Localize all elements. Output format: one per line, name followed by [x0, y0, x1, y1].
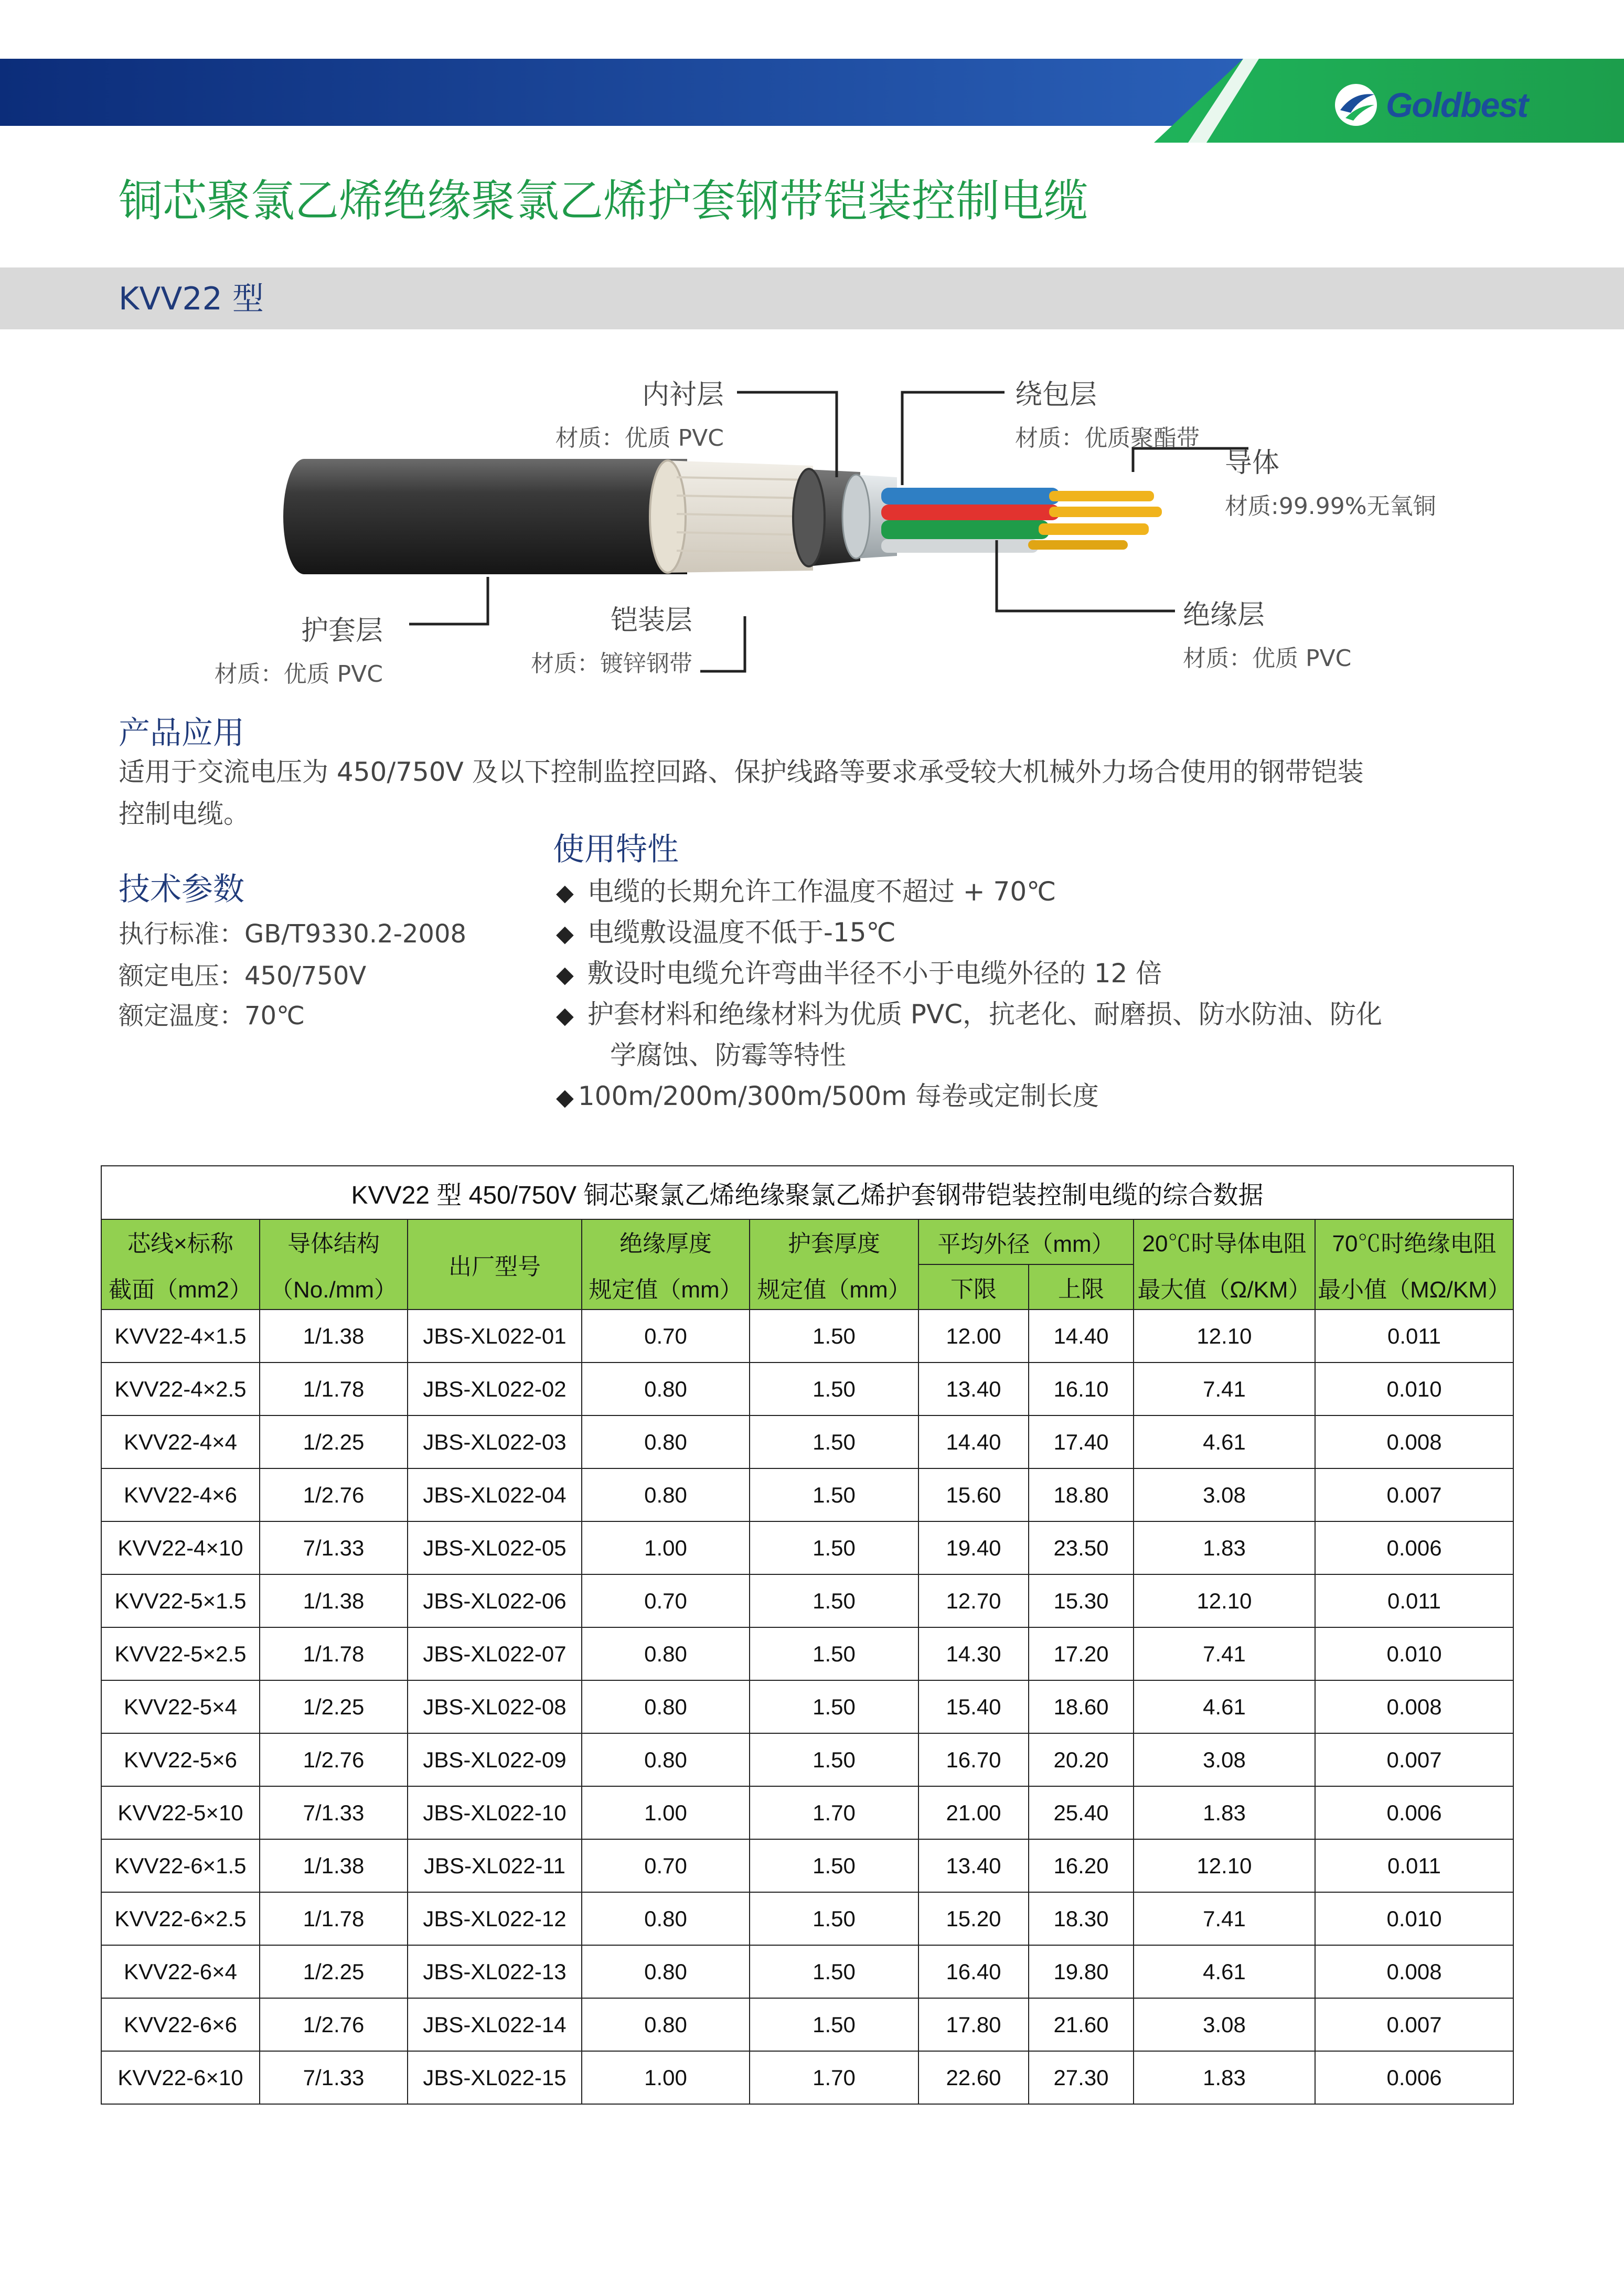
table-row [101, 1627, 1513, 1680]
table-cell: 0.011 [1315, 1839, 1513, 1892]
table-cell: 15.40 [918, 1680, 1029, 1733]
table-cell: 1/1.38 [260, 1310, 408, 1362]
core-red [881, 505, 1060, 520]
table-cell: 1.00 [582, 1786, 750, 1839]
table-cell: KVV22-6×2.5 [101, 1892, 260, 1945]
table-caption: KVV22 型 450/750V 铜芯聚氯乙烯绝缘聚氯乙烯护套钢带铠装控制电缆的综合数据 [101, 1166, 1513, 1219]
table-cell: 0.70 [582, 1839, 750, 1892]
table-cell: 1.50 [750, 1521, 918, 1574]
header-insulation-resistance: 70℃时绝缘电阻 最小值（MΩ/KM） [1315, 1219, 1513, 1310]
table-cell: 0.80 [582, 1415, 750, 1468]
table-cell: JBS-XL022-05 [408, 1521, 582, 1574]
table-cell: 7.41 [1134, 1362, 1315, 1415]
table-cell: JBS-XL022-07 [408, 1627, 582, 1680]
table-cell: 1/1.38 [260, 1839, 408, 1892]
header-sheath: 护套厚度 规定值（mm） [750, 1219, 918, 1310]
table-cell: JBS-XL022-04 [408, 1468, 582, 1521]
table-cell: 1/2.25 [260, 1415, 408, 1468]
model-label: KVV22 型 [119, 281, 264, 317]
param-standard: 执行标准：GB/T9330.2-2008 [119, 919, 467, 949]
table-row [101, 1839, 1513, 1892]
core-green [881, 520, 1049, 539]
table-cell: 0.80 [582, 1892, 750, 1945]
table-cell: 21.60 [1029, 1998, 1134, 2051]
insulation-material: 材质：优质 PVC [1183, 645, 1352, 672]
table-cell: 1.83 [1134, 1786, 1315, 1839]
table-cell: KVV22-6×4 [101, 1945, 260, 1998]
table-cell: 23.50 [1029, 1521, 1134, 1574]
table-cell: 1.50 [750, 1362, 918, 1415]
table-cell: 3.08 [1134, 1468, 1315, 1521]
table-cell: JBS-XL022-11 [408, 1839, 582, 1892]
table-cell: KVV22-4×1.5 [101, 1310, 260, 1362]
table-cell: 19.40 [918, 1521, 1029, 1574]
callout-armor [462, 598, 692, 678]
table-cell: 0.006 [1315, 1521, 1513, 1574]
table-cell: 0.008 [1315, 1415, 1513, 1468]
table-cell: 0.006 [1315, 2051, 1513, 2104]
table-cell: 0.80 [582, 1627, 750, 1680]
table-cell: 1.50 [750, 1415, 918, 1468]
diamond-bullet-icon: ◆ [556, 920, 574, 947]
table-row [101, 2051, 1513, 2104]
table-cell: 12.10 [1134, 1839, 1315, 1892]
table-cell: 0.010 [1315, 1892, 1513, 1945]
table-row [101, 1945, 1513, 1998]
table-cell: 7.41 [1134, 1892, 1315, 1945]
table-cell: 0.80 [582, 1362, 750, 1415]
logo-text: Goldbest [1386, 85, 1528, 124]
core-white [881, 539, 1039, 553]
table-cell: 14.40 [1029, 1310, 1134, 1362]
table-cell: 0.70 [582, 1310, 750, 1362]
header-insulation: 绝缘厚度 规定值（mm） [582, 1219, 750, 1310]
feature-item: ◆ 护套材料和绝缘材料为优质 PVC，抗老化、耐磨损、防水防油、防化 [556, 999, 1383, 1029]
header-od-lower: 下限 [918, 1264, 1029, 1310]
table-cell: 0.80 [582, 1733, 750, 1786]
table-row [101, 1733, 1513, 1786]
sheath-material: 材质：优质 PVC [214, 661, 383, 688]
table-row [101, 1786, 1513, 1839]
diamond-bullet-icon: ◆ [556, 961, 574, 988]
table-cell: JBS-XL022-10 [408, 1786, 582, 1839]
table-cell: 0.80 [582, 1998, 750, 2051]
header-od-upper: 上限 [1029, 1264, 1134, 1310]
table-cell: 12.00 [918, 1310, 1029, 1362]
table-cell: 0.011 [1315, 1574, 1513, 1627]
conductor-name: 导体 [1225, 447, 1280, 479]
core-blue [881, 488, 1060, 505]
table-cell: 16.10 [1029, 1362, 1134, 1415]
table-cell: KVV22-5×1.5 [101, 1574, 260, 1627]
application-text [119, 751, 1535, 835]
header-resistance: 20℃时导体电阻 最大值（Ω/KM） [1134, 1219, 1315, 1310]
table-cell: 1.50 [750, 1468, 918, 1521]
callout-insulation [1183, 593, 1351, 673]
table-cell: 1/1.38 [260, 1574, 408, 1627]
table-cell: JBS-XL022-02 [408, 1362, 582, 1415]
sheath-name: 护套层 [301, 615, 383, 647]
table-cell: 1.50 [750, 1733, 918, 1786]
header-outer-diameter: 平均外径（mm） [918, 1219, 1134, 1264]
table-cell: 15.60 [918, 1468, 1029, 1521]
table-cell: 16.70 [918, 1733, 1029, 1786]
logo-icon [1332, 81, 1380, 128]
table-cell: 22.60 [918, 2051, 1029, 2104]
table-cell: KVV22-6×10 [101, 2051, 260, 2104]
table-cell: 1.70 [750, 1786, 918, 1839]
application-text-line2: 控制电缆。 [119, 799, 250, 829]
table-cell: 12.10 [1134, 1310, 1315, 1362]
table-cell: KVV22-4×4 [101, 1415, 260, 1468]
table-cell: 4.61 [1134, 1945, 1315, 1998]
table-cell: 7/1.33 [260, 1786, 408, 1839]
diamond-bullet-icon: ◆ [556, 1002, 574, 1029]
table-cell: 1/1.78 [260, 1892, 408, 1945]
table-cell: 4.61 [1134, 1680, 1315, 1733]
table-row [101, 1468, 1513, 1521]
table-cell: 1.70 [750, 2051, 918, 2104]
table-cell: 0.008 [1315, 1945, 1513, 1998]
feature-item: ◆ 电缆的长期允许工作温度不超过 + 70℃ [556, 876, 1056, 907]
armor-material: 材质：镀锌钢带 [531, 650, 692, 677]
feature-item: ◆ 敷设时电缆允许弯曲半径不小于电缆外径的 12 倍 [556, 958, 1162, 989]
table-cell: JBS-XL022-13 [408, 1945, 582, 1998]
table-cell: 0.007 [1315, 1468, 1513, 1521]
table-row [101, 1892, 1513, 1945]
diamond-bullet-icon: ◆ [556, 1084, 574, 1111]
features-heading: 使用特性 [553, 831, 679, 868]
application-text-line1: 适用于交流电压为 450/750V 及以下控制监控回路、保护线路等要求承受较大机械外力场合使用的钢带铠装 [119, 757, 1364, 787]
table-cell: 1/1.78 [260, 1362, 408, 1415]
table-cell: KVV22-4×6 [101, 1468, 260, 1521]
table-cell: 1/2.76 [260, 1998, 408, 2051]
table-cell: JBS-XL022-03 [408, 1415, 582, 1468]
table-cell: 1/2.25 [260, 1945, 408, 1998]
table-cell: KVV22-6×1.5 [101, 1839, 260, 1892]
sheath-layer [283, 459, 687, 574]
tech-params-heading: 技术参数 [119, 871, 244, 908]
table-cell: KVV22-4×10 [101, 1521, 260, 1574]
brand-logo [1332, 79, 1527, 131]
table-cell: 15.20 [918, 1892, 1029, 1945]
table-cell: 0.011 [1315, 1310, 1513, 1362]
table-cell: KVV22-6×6 [101, 1998, 260, 2051]
table-row [101, 1310, 1513, 1362]
table-cell: 0.80 [582, 1680, 750, 1733]
table-cell: 1/2.25 [260, 1680, 408, 1733]
feature-item: ◆ 100m/200m/300m/500m 每卷或定制长度 [556, 1081, 1099, 1111]
application-heading: 产品应用 [119, 715, 244, 752]
cable-diagram [199, 367, 1458, 692]
table-cell: 27.30 [1029, 2051, 1134, 2104]
table-row [101, 1362, 1513, 1415]
table-cell: 13.40 [918, 1362, 1029, 1415]
param-temperature: 额定温度：70℃ [119, 1001, 305, 1031]
table-cell: 20.20 [1029, 1733, 1134, 1786]
table-row [101, 1415, 1513, 1468]
conductor-material: 材质:99.99%无氧铜 [1225, 493, 1436, 520]
table-cell: JBS-XL022-15 [408, 2051, 582, 2104]
table-cell: 17.80 [918, 1998, 1029, 2051]
table-cell: 7/1.33 [260, 1521, 408, 1574]
table-cell: 1.50 [750, 1310, 918, 1362]
table-cell: 7/1.33 [260, 2051, 408, 2104]
table-cell: 1/2.76 [260, 1733, 408, 1786]
armor-name: 铠装层 [610, 605, 692, 636]
table-cell: 1.50 [750, 1627, 918, 1680]
table-cell: JBS-XL022-06 [408, 1574, 582, 1627]
table-cell: 0.70 [582, 1574, 750, 1627]
insulation-name: 绝缘层 [1183, 599, 1265, 631]
table-cell: 1.00 [582, 2051, 750, 2104]
table-cell: 3.08 [1134, 1998, 1315, 2051]
table-cell: 14.30 [918, 1627, 1029, 1680]
table-cell: 3.08 [1134, 1733, 1315, 1786]
table-cell: 1.50 [750, 1892, 918, 1945]
table-cell: 0.80 [582, 1468, 750, 1521]
table-cell: 18.30 [1029, 1892, 1134, 1945]
table-cell: KVV22-5×6 [101, 1733, 260, 1786]
table-cell: 18.80 [1029, 1468, 1134, 1521]
blue-stripe [0, 59, 1243, 126]
header-core: 芯线×标称 截面（mm2） [101, 1219, 260, 1310]
table-cell: JBS-XL022-14 [408, 1998, 582, 2051]
table-cell: 1.50 [750, 1574, 918, 1627]
table-cell: 12.70 [918, 1574, 1029, 1627]
table-cell: KVV22-5×10 [101, 1786, 260, 1839]
table-cell: 18.60 [1029, 1680, 1134, 1733]
table-cell: 1.83 [1134, 1521, 1315, 1574]
table-cell: 1/2.76 [260, 1468, 408, 1521]
table-cell: 1.00 [582, 1521, 750, 1574]
table-cell: 17.40 [1029, 1415, 1134, 1468]
callout-wrapping [1015, 372, 1200, 453]
table-cell: 0.006 [1315, 1786, 1513, 1839]
table-body [101, 1310, 1513, 2104]
table-cell: 0.010 [1315, 1362, 1513, 1415]
inner-liner-material: 材质：优质 PVC [555, 425, 724, 452]
table-cell: 16.20 [1029, 1839, 1134, 1892]
table-cell: JBS-XL022-01 [408, 1310, 582, 1362]
header-conductor: 导体结构 （No./mm） [260, 1219, 408, 1310]
header-code: 出厂型号 [408, 1219, 582, 1310]
page-title: 铜芯聚氯乙烯绝缘聚氯乙烯护套钢带铠装控制电缆 [119, 175, 1088, 227]
table-cell: 1.83 [1134, 2051, 1315, 2104]
table-row [101, 1521, 1513, 1574]
inner-liner-name: 内衬层 [642, 379, 724, 411]
table-cell: 0.007 [1315, 1998, 1513, 2051]
table-row [101, 1574, 1513, 1627]
table-cell: 15.30 [1029, 1574, 1134, 1627]
callout-inner-liner [540, 372, 724, 453]
table-row [101, 1998, 1513, 2051]
table-cell: 0.80 [582, 1945, 750, 1998]
table-cell: 1.50 [750, 1998, 918, 2051]
table-cell: 25.40 [1029, 1786, 1134, 1839]
spec-table [101, 1165, 1514, 2105]
table-cell: 0.007 [1315, 1733, 1513, 1786]
table-cell: 19.80 [1029, 1945, 1134, 1998]
table-cell: JBS-XL022-09 [408, 1733, 582, 1786]
table-cell: 4.61 [1134, 1415, 1315, 1468]
table-cell: 13.40 [918, 1839, 1029, 1892]
table-cell: 12.10 [1134, 1574, 1315, 1627]
table-cell: KVV22-5×2.5 [101, 1627, 260, 1680]
feature-item: ◆ 电缆敷设温度不低于-15℃ [556, 917, 896, 948]
table-cell: 7.41 [1134, 1627, 1315, 1680]
table-cell: 1.50 [750, 1945, 918, 1998]
table-cell: JBS-XL022-12 [408, 1892, 582, 1945]
table-row [101, 1680, 1513, 1733]
table-cell: 21.00 [918, 1786, 1029, 1839]
table-cell: KVV22-4×2.5 [101, 1362, 260, 1415]
table-cell: 1.50 [750, 1839, 918, 1892]
wrapping-name: 绕包层 [1015, 379, 1097, 411]
callout-sheath [194, 608, 383, 689]
table-cell: 14.40 [918, 1415, 1029, 1468]
param-voltage: 额定电压：450/750V [119, 961, 367, 991]
callout-conductor [1225, 441, 1436, 521]
table-cell: KVV22-5×4 [101, 1680, 260, 1733]
table-cell: 16.40 [918, 1945, 1029, 1998]
diamond-bullet-icon: ◆ [556, 879, 574, 906]
wrapping-material: 材质：优质聚酯带 [1015, 425, 1200, 452]
table-cell: JBS-XL022-08 [408, 1680, 582, 1733]
table-cell: 1/1.78 [260, 1627, 408, 1680]
table-cell: 0.008 [1315, 1680, 1513, 1733]
table-cell: 17.20 [1029, 1627, 1134, 1680]
feature-item-continuation: 学腐蚀、防霉等特性 [610, 1040, 846, 1070]
table-cell: 0.010 [1315, 1627, 1513, 1680]
table-cell: 1.50 [750, 1680, 918, 1733]
